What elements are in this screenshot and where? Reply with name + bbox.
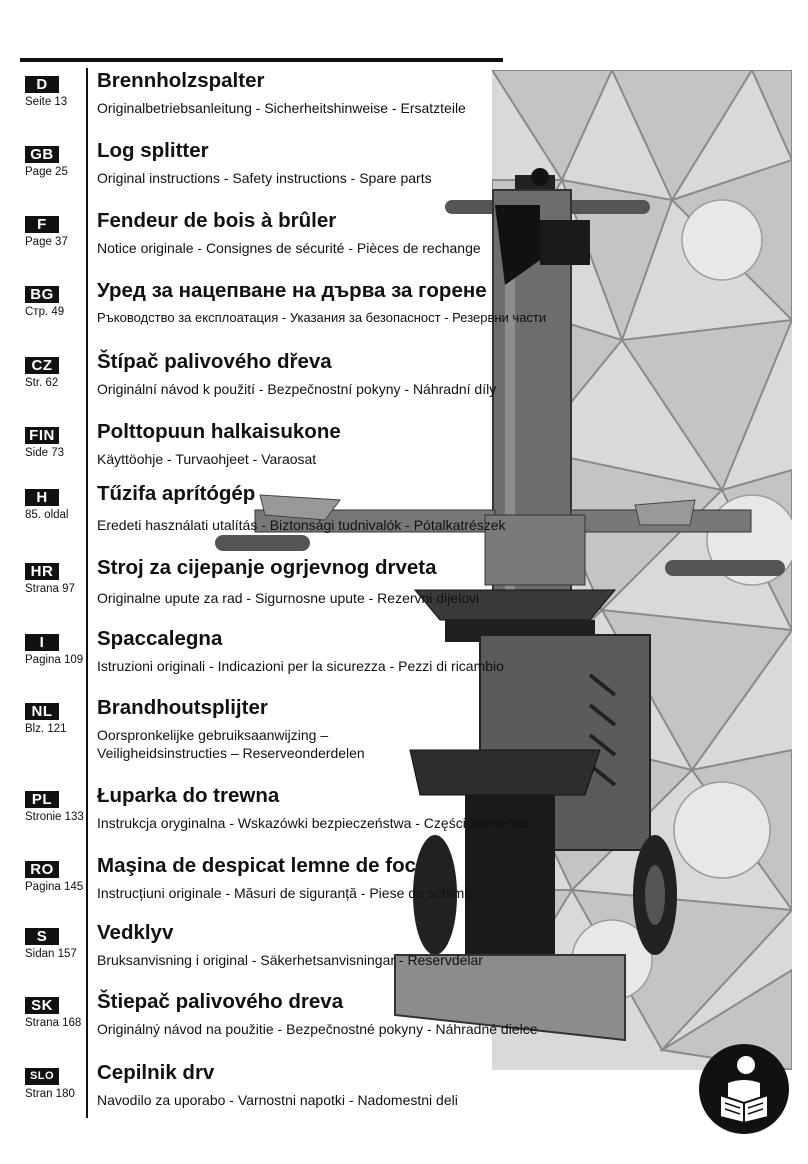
language-entry-bg <box>0 279 808 352</box>
language-code-badge: PL <box>25 791 59 808</box>
entry-subtitle: Originalbetriebsanleitung - Sicherheitshinweise - Ersatzteile <box>97 100 466 116</box>
entry-subtitle: Bruksanvisning i original - Säkerhetsanvisningar - Reservdelar <box>97 952 483 968</box>
entry-title: Уред за нацепване на дърва за горене <box>97 279 487 302</box>
page-reference: Стр. 49 <box>25 306 65 318</box>
entry-subtitle: Istruzioni originali - Indicazioni per la sicurezza - Pezzi di ricambio <box>97 658 504 674</box>
entry-subtitle: Originalne upute za rad - Sigurnosne upute - Rezervni dijelovi <box>97 590 480 606</box>
language-code-badge: NL <box>25 703 59 720</box>
language-entry-sk <box>0 990 808 1063</box>
page-reference: Page 37 <box>25 236 68 248</box>
language-code-badge: BG <box>25 286 59 303</box>
language-entry-gb <box>0 139 808 212</box>
language-code-badge: SK <box>25 997 59 1014</box>
entry-subtitle: Eredeti használati utalítás - Biztonsági tudnivalók - Pótalkatrészek <box>97 517 506 533</box>
language-entry-f <box>0 209 808 282</box>
entry-title: Brandhoutsplijter <box>97 696 268 719</box>
page-reference: Stran 180 <box>25 1088 75 1100</box>
page-reference: Sidan 157 <box>25 948 77 960</box>
entry-subtitle: Originální návod k použití - Bezpečnostní pokyny - Náhradní díly <box>97 381 497 397</box>
entry-title: Łuparka do trewna <box>97 784 280 807</box>
language-entry-nl <box>0 696 808 769</box>
page-reference: Strana 97 <box>25 583 75 595</box>
language-code-badge: D <box>25 76 59 93</box>
language-entry-hr <box>0 556 808 629</box>
page-reference: Page 25 <box>25 166 68 178</box>
entry-title: Fendeur de bois à brûler <box>97 209 337 232</box>
entry-title: Polttopuun halkaisukone <box>97 420 341 443</box>
language-code-badge: SLO <box>25 1068 59 1085</box>
language-code-badge: H <box>25 489 59 506</box>
entry-subtitle-line-2: Veiligheidsinstructies – Reserveonderdelen <box>97 745 365 761</box>
entry-subtitle: Oorspronkelijke gebruiksaanwijzing – <box>97 727 329 743</box>
page-reference: Side 73 <box>25 447 65 459</box>
page-reference: Pagina 109 <box>25 654 84 666</box>
language-entry-s <box>0 921 808 994</box>
page-reference: Blz. 121 <box>25 723 67 735</box>
language-code-badge: GB <box>25 146 59 163</box>
language-code-badge: FIN <box>25 427 59 444</box>
entry-title: Tűzifa aprítógép <box>97 482 256 505</box>
page-reference: 85. oldal <box>25 509 69 521</box>
language-entry-pl <box>0 784 808 857</box>
top-rule <box>20 58 503 62</box>
entry-subtitle: Käyttöohje - Turvaohjeet - Varaosat <box>97 451 317 467</box>
language-code-badge: F <box>25 216 59 233</box>
entry-subtitle: Navodilo za uporabo - Varnostni napotki - Nadomestni deli <box>97 1092 458 1108</box>
language-code-badge: S <box>25 928 59 945</box>
entry-title: Brennholzspalter <box>97 69 265 92</box>
entry-subtitle: Notice originale - Consignes de sécurité - Pièces de rechange <box>97 240 481 256</box>
page-reference: Strana 168 <box>25 1017 82 1029</box>
entry-title: Cepilnik drv <box>97 1061 215 1084</box>
entry-subtitle: Originálný návod na použitie - Bezpečnostné pokyny - Náhradné dielce <box>97 1021 538 1037</box>
language-code-badge: CZ <box>25 357 59 374</box>
read-manual-icon <box>698 1043 790 1135</box>
entry-title: Stroj za cijepanje ogrjevnog drveta <box>97 556 437 579</box>
entry-title: Maşina de despicat lemne de foc <box>97 854 416 877</box>
entry-title: Log splitter <box>97 139 209 162</box>
language-code-badge: HR <box>25 563 59 580</box>
language-code-badge: I <box>25 634 59 651</box>
page-reference: Str. 62 <box>25 377 59 389</box>
language-entry-ro <box>0 854 808 927</box>
language-code-badge: RO <box>25 861 59 878</box>
language-entry-i <box>0 627 808 700</box>
page-reference: Stronie 133 <box>25 811 84 823</box>
language-entry-h <box>0 482 808 555</box>
entry-subtitle: Instrukcja oryginalna - Wskazówki bezpieczeństwa - Części zamienne <box>97 815 531 831</box>
language-entry-cz <box>0 350 808 423</box>
entry-title: Vedklyv <box>97 921 174 944</box>
page-reference: Seite 13 <box>25 96 68 108</box>
entry-title: Štípač palivového dřeva <box>97 350 332 373</box>
entry-subtitle: Original instructions - Safety instructions - Spare parts <box>97 170 432 186</box>
page-reference: Pagina 145 <box>25 881 84 893</box>
language-entry-d <box>0 69 808 142</box>
entry-subtitle: Ръководство за експлоатация - Указания за безопасност - Резервни части <box>97 310 547 325</box>
language-entry-slo <box>0 1061 808 1134</box>
entry-subtitle: Instrucțiuni originale - Măsuri de siguranță - Piese de schimb <box>97 885 473 901</box>
entry-title: Štiepač palivového dreva <box>97 990 344 1013</box>
entry-title: Spaccalegna <box>97 627 223 650</box>
